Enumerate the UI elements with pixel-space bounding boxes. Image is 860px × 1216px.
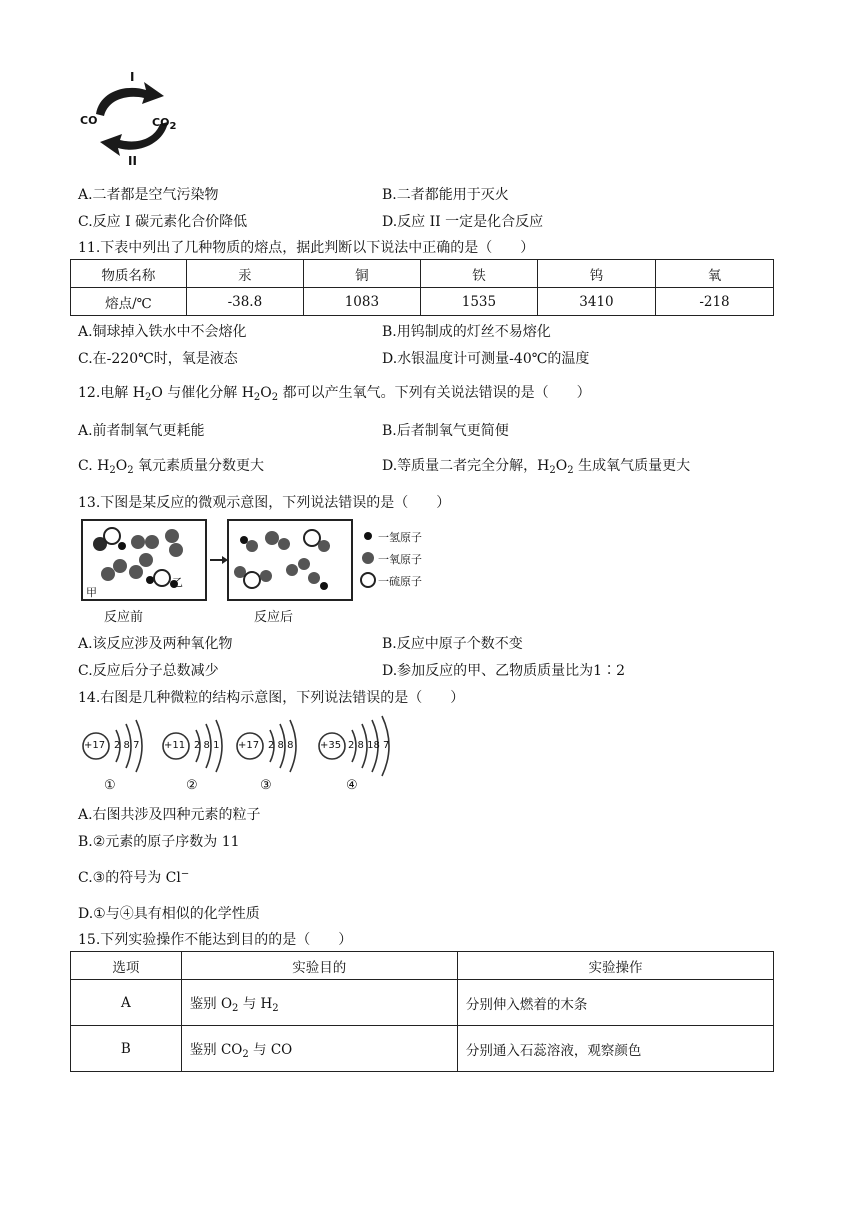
q12-option-c: C. $H_2O_2$ 氧元素质量分数更大 [78,458,265,476]
particle-label-1: ① [104,778,116,793]
legend-hydrogen: 一氢原子 [378,531,422,544]
table-cell: 3410 [537,288,655,316]
nucleus-4: +35 [320,740,342,751]
table-cell: -218 [655,288,773,316]
q11-stem: 11.下表中列出了几种物质的熔点，据此判断以下说法中正确的是（ ） [78,240,535,256]
shells-1: 2 8 7 [114,740,140,751]
table-cell: 鉴别 $CO_2$ 与 CO [181,1026,457,1072]
table-cell: 汞 [186,260,303,288]
label-before: 反应前 [104,610,144,625]
q11-option-a: A.铜球掉入铁水中不会熔化 [78,324,247,340]
table-cell: 熔点/℃ [71,288,187,316]
q14-option-c: C.③的符号为 Cl− [78,868,190,886]
table-cell: A [71,980,182,1026]
table-header-cell: 实验操作 [457,952,773,980]
table-header-cell: 选项 [71,952,182,980]
table-cell: 分别伸入燃着的木条 [457,980,773,1026]
q14-particle-diagrams [80,712,400,798]
label-after: 反应后 [254,610,294,625]
label-yi: 乙 [172,576,183,589]
q14-option-d: D.①与④具有相似的化学性质 [78,906,260,922]
particle-label-3: ③ [260,778,272,793]
q14-option-b: B.②元素的原子序数为 11 [78,834,240,850]
table-cell: 1083 [303,288,420,316]
q10-option-d: D.反应 II 一定是化合反应 [382,214,544,230]
q10-option-c: C.反应 I 碳元素化合价降低 [78,214,248,230]
q11-option-b: B.用钨制成的灯丝不易熔化 [382,324,551,340]
q14-option-a: A.右图共涉及四种元素的粒子 [78,807,261,823]
q13-stem: 13.下图是某反应的微观示意图，下列说法错误的是（ ） [78,495,451,511]
q14-stem: 14.右图是几种微粒的结构示意图，下列说法错误的是（ ） [78,690,465,706]
q15-experiment-table [70,951,774,1072]
q13-option-a: A.该反应涉及两种氧化物 [78,636,233,652]
nucleus-3: +17 [238,740,260,751]
table-cell: 铁 [420,260,537,288]
cycle-bottom-label: II [128,154,137,168]
shells-3: 2 8 8 [268,740,294,751]
table-cell: 1535 [420,288,537,316]
q13-option-d: D.参加反应的甲、乙物质质量比为1∶2 [382,663,625,679]
table-cell: 铜 [303,260,420,288]
q11-melting-table [70,259,774,316]
q11-option-c: C.在-220℃时，氧是液态 [78,351,238,367]
co-cycle-figure [78,72,188,170]
table-cell: 钨 [537,260,655,288]
particle-label-2: ② [186,778,198,793]
legend-oxygen: 一氧原子 [378,553,422,566]
table-cell: B [71,1026,182,1072]
table-row [71,980,774,1026]
table-cell: -38.8 [186,288,303,316]
q11-option-d: D.水银温度计可测量-40℃的温度 [382,351,590,367]
table-header-cell: 实验目的 [181,952,457,980]
q13-option-b: B.反应中原子个数不变 [382,636,523,652]
table-cell: 氧 [655,260,773,288]
q10-option-b: B.二者都能用于灭火 [382,187,509,203]
q12-option-d: D.等质量二者完全分解，$H_2O_2$ 生成氧气质量更大 [382,458,691,476]
table-cell: 鉴别 $O_2$ 与 $H_2$ [181,980,457,1026]
q15-stem: 15.下列实验操作不能达到目的的是（ ） [78,932,353,948]
q10-option-a: A.二者都是空气污染物 [78,187,219,203]
q13-micro-diagram [80,516,420,624]
q12-option-b: B.后者制氧气更简便 [382,423,509,439]
q12-option-a: A.前者制氧气更耗能 [78,423,205,439]
cycle-left-label: CO [80,114,98,127]
nucleus-1: +17 [84,740,106,751]
legend-sulfur: 一硫原子 [378,575,422,588]
cycle-right-label: $CO_2$ [152,116,177,132]
table-cell: 分别通入石蕊溶液，观察颜色 [457,1026,773,1072]
table-cell: 物质名称 [71,260,187,288]
label-jia: 甲 [86,586,97,599]
table-row [71,1026,774,1072]
shells-4: 2 8 18 7 [348,740,390,751]
shells-2: 2 8 1 [194,740,220,751]
cycle-top-label: I [130,70,135,84]
q13-option-c: C.反应后分子总数减少 [78,663,219,679]
particle-label-4: ④ [346,778,358,793]
q12-stem: 12.电解 $H_2O$ 与催化分解 $H_2O_2$ 都可以产生氧气。下列有关说法错误的是（ ） [78,385,591,403]
nucleus-2: +11 [164,740,186,751]
